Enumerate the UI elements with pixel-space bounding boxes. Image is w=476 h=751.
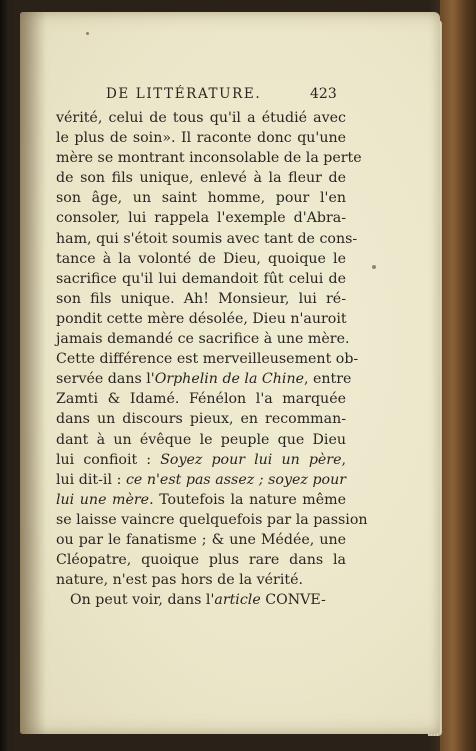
- text-line: [56, 229, 358, 249]
- italic-text: Soyez pour lui un père: [160, 451, 342, 468]
- line-text: sacrifice qu'il lui demandoit fût celui de: [56, 270, 346, 287]
- text-line: [56, 329, 350, 349]
- text-line: [56, 269, 346, 289]
- line-text: dant à un évêque le peuple que Dieu: [56, 431, 346, 448]
- text-line: [56, 530, 346, 550]
- text-line: [56, 188, 346, 208]
- line-text: ham, qui s'étoit soumis avec tant de cons-: [56, 230, 358, 247]
- text-line: [56, 510, 368, 530]
- book-page: [20, 12, 440, 734]
- text-line: [56, 168, 346, 188]
- italic-text: ce n'est pas assez ; soyez pour: [125, 471, 346, 488]
- line-text: On peut voir, dans l': [70, 592, 215, 609]
- italic-text: Orphelin de la Chine: [154, 371, 304, 388]
- line-text: , entre: [304, 371, 352, 388]
- text-line: [56, 409, 346, 429]
- text-line: [56, 148, 362, 168]
- line-text: de son fils unique, enlevé à la fleur de: [56, 170, 346, 187]
- text-line: [56, 470, 346, 490]
- text-line: [56, 430, 346, 450]
- line-text: . Toutefois la nature même: [149, 491, 346, 508]
- text-line: [56, 309, 346, 329]
- line-text: nature, n'est pas hors de la vérité.: [56, 572, 303, 589]
- line-text: lui dit-il :: [56, 471, 126, 488]
- line-text: Zamti & Idamé. Fénélon l'a marquée: [56, 391, 346, 408]
- line-text: pondit cette mère désolée, Dieu n'auroit: [56, 310, 347, 327]
- line-text: Cléopatre, quoique plus rare dans la: [56, 552, 346, 569]
- line-text: consoler, lui rappela l'exemple d'Abra-: [56, 210, 346, 227]
- line-text: jamais demandé ce sacrifice à une mère.: [56, 331, 350, 348]
- running-head: [20, 86, 440, 106]
- line-text: son âge, un saint homme, pour l'en: [56, 190, 346, 207]
- line-text: son fils unique. Ah! Monsieur, lui ré-: [56, 290, 346, 307]
- text-line: [56, 369, 352, 389]
- ink-spot: [86, 32, 89, 35]
- text-line: [56, 108, 346, 128]
- line-text: lui confioit :: [56, 451, 161, 468]
- text-line: [56, 128, 346, 148]
- line-text: dans un discours pieux, en recomman-: [56, 411, 346, 428]
- line-text: ou par le fanatisme ; & une Médée, une: [56, 531, 346, 548]
- body-text: [56, 108, 368, 610]
- line-text: tance à la volonté de Dieu, quoique le: [56, 250, 346, 267]
- text-line: [56, 570, 346, 590]
- line-text: ,: [341, 451, 347, 468]
- text-line: [56, 590, 346, 610]
- italic-text: article: [214, 592, 261, 609]
- text-line: [56, 450, 346, 470]
- page-number: 423: [310, 86, 337, 102]
- line-text: servée dans l': [56, 371, 155, 388]
- line-text: vérité, celui de tous qu'il a étudié avec: [56, 110, 346, 126]
- text-line: [56, 550, 346, 570]
- ink-spot: [372, 265, 376, 269]
- line-text: Cette différence est merveilleusement ob-: [56, 351, 359, 368]
- text-line: [56, 289, 346, 309]
- line-text: se laisse vaincre quelquefois par la passion: [56, 511, 368, 528]
- gutter-shadow: [20, 12, 46, 734]
- italic-text: lui une mère: [56, 491, 150, 508]
- text-line: [56, 208, 346, 228]
- text-line: [56, 490, 346, 510]
- left-page-edge: [0, 0, 10, 751]
- text-line: [56, 349, 359, 369]
- text-line: [56, 249, 346, 269]
- book-cover-edge: [440, 0, 476, 751]
- line-text: CONVE-: [260, 592, 326, 609]
- running-head-title: DE LITTÉRATURE.: [106, 86, 262, 102]
- line-text: mère se montrant inconsolable de la perte: [56, 150, 362, 167]
- line-text: le plus de soin». Il raconte donc qu'une: [56, 130, 346, 147]
- text-line: [56, 389, 346, 409]
